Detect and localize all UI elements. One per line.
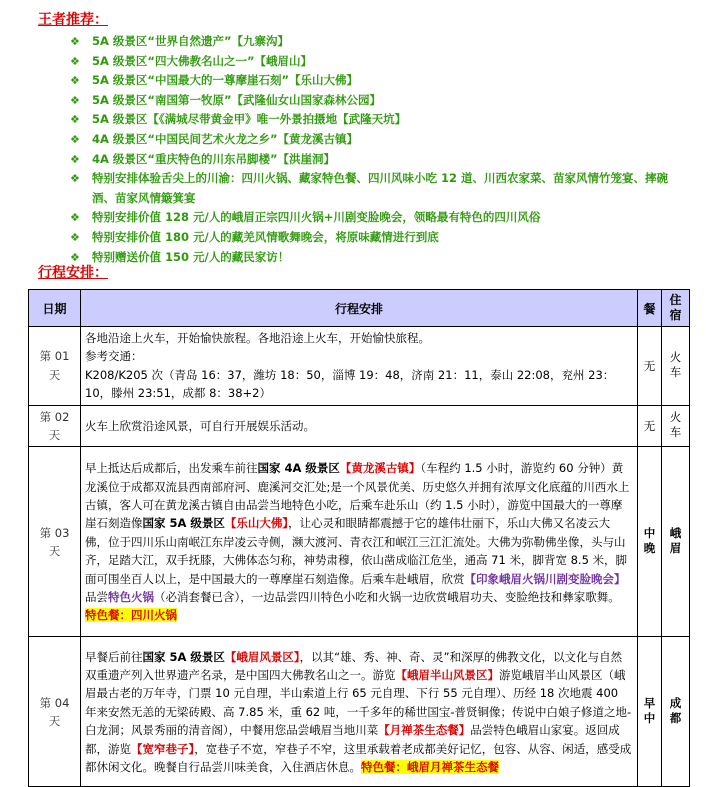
table-row-day-02 bbox=[29, 405, 690, 447]
header-meal: 餐 bbox=[638, 290, 662, 327]
highlight-item: ❖ 5A 级景区“四大佛教名山之一”【峨眉山】 bbox=[70, 52, 690, 72]
plan-cell: 早上抵达后成都后，出发乘车前往国家 4A 级景区【黄龙溪古镇】（车程约 1.5 小时，游览约 60 分钟）黄龙溪位于成都双流县西南部府河、鹿溪河交汇处;是一个风景优美、历史悠久并拥有浓厚文化底蕴的川西水上古镇，客人可在黄龙溪古镇自由品尝当地特色小吃，后乘车赴乐山（约 1.5 小时），游览中国最大的一尊摩崖石刻造像国家 5A 级景区【乐山大佛】，让心灵和眼睛都震撼于它的雄伟壮丽下，乐山大佛又名凌云大佛，位于四川乐山南岷江东岸凌云寺侧，濒大渡河、青衣江和岷江三江汇流处。大佛为弥勒佛坐像，头与山齐，足踏大江，双手抚膝，大佛体态匀称，神势肃穆，依山凿成临江危坐，通高 71 米，脚背宽 8.5 米，脚面可围坐百人以上，是中国最大的一尊摩崖石刻造像。后乘车赴峨眉，欣赏【印象峨眉火锅川剧变脸晚会】品尝特色火锅（必消套餐已含），一边品尝四川特色小吃和火锅一边欣赏峨眉功夫、变脸绝技和彝家歌舞。 特色餐：四川火锅 bbox=[81, 447, 638, 637]
day-cell: 第 02 天 bbox=[29, 405, 81, 447]
day-cell: 第 04 天 bbox=[29, 637, 81, 787]
diamond-bullet-icon: ❖ bbox=[70, 93, 80, 107]
stay-cell: 火车 bbox=[662, 327, 690, 406]
highlight-item: ❖ 5A 级景区“南国第一牧原”【武隆仙女山国家森林公园】 bbox=[70, 91, 690, 111]
diamond-bullet-icon: ❖ bbox=[70, 211, 80, 225]
diamond-bullet-icon: ❖ bbox=[70, 230, 80, 244]
highlight-item: ❖ 4A 级景区“重庆特色的川东吊脚楼”【洪崖洞】 bbox=[70, 150, 690, 170]
special-meal-label: 特色餐：峨眉月禅茶生态餐 bbox=[361, 759, 499, 774]
highlight-item: ❖ 5A 级景区“世界自然遗产”【九寨沟】 bbox=[70, 32, 690, 52]
stay-cell: 峨眉 bbox=[662, 447, 690, 637]
table-row-day-03 bbox=[29, 447, 690, 637]
highlight-item: ❖ 4A 级景区“中国民间艺术火龙之乡”【黄龙溪古镇】 bbox=[70, 130, 690, 150]
meal-cell: 早中 bbox=[638, 637, 662, 787]
highlight-item: ❖ 特别安排价值 180 元/人的藏羌风情歌舞晚会，将原味藏情进行到底 bbox=[70, 228, 690, 248]
header-stay: 住宿 bbox=[662, 290, 690, 327]
diamond-bullet-icon: ❖ bbox=[70, 172, 80, 186]
highlight-item: ❖ 特别安排价值 128 元/人的峨眉正宗四川火锅+川剧变脸晚会，领略最有特色的四川风俗 bbox=[70, 208, 690, 228]
diamond-bullet-icon: ❖ bbox=[70, 250, 80, 264]
day-cell: 第 03 天 bbox=[29, 447, 81, 637]
special-meal-label: 特色餐：四川火锅 bbox=[85, 608, 177, 623]
meal-cell: 中晚 bbox=[638, 447, 662, 637]
header-plan: 行程安排 bbox=[81, 290, 638, 327]
itinerary-table bbox=[28, 289, 690, 787]
stay-cell: 火车 bbox=[662, 405, 690, 447]
table-row-day-04 bbox=[29, 637, 690, 787]
highlights-title: 王者推荐： bbox=[38, 12, 108, 28]
diamond-bullet-icon: ❖ bbox=[70, 113, 80, 127]
diamond-bullet-icon: ❖ bbox=[70, 152, 80, 166]
header-date: 日期 bbox=[29, 290, 81, 327]
highlight-item: ❖ 特别安排体验舌尖上的川渝：四川火锅、藏家特色餐、四川风味小吃 12 道、川西农家菜、苗家风情竹笼宴、摔碗酒、苗家风情簸箕宴 bbox=[70, 171, 669, 205]
itinerary-title: 行程安排： bbox=[38, 265, 108, 281]
diamond-bullet-icon: ❖ bbox=[70, 54, 80, 68]
table-row-day-01 bbox=[29, 327, 690, 406]
highlights-list bbox=[70, 32, 690, 267]
plan-cell: 火车上欣赏沿途风景，可自行开展娱乐活动。 bbox=[81, 405, 638, 447]
plan-cell: 早餐后前往国家 5A 级景区【峨眉风景区】，以其“雄、秀、神、奇、灵”和深厚的佛教文化，以文化与自然双重遗产列入世界遗产名录，是中国四大佛教名山之一。游览【峨眉半山风景区】游览峨眉半山风景区（峨眉最古老的万年寺，门票 10 元自理，半山索道上行 65 元自理、下行 55 元自理）、历经 18 次地震 400 年来安然无恙的无梁砖殿、高 7.85 米，重 62 吨，一千多年的稀世国宝-普贤铜像；传说中白娘子修道之地-白龙洞；风景秀丽的清音阁），中餐用您品尝峨眉当地川菜【月禅茶生态餐】品尝特色峨眉山家宴。返回成都，游览【宽窄巷子】，宽巷子不宽，窄巷子不窄，这里承载着老成都美好记忆，包容、从容、闲适，感受成都休闲文化。晚餐自行品尝川味美食，入住酒店休息。特色餐：峨眉月禅茶生态餐 bbox=[81, 637, 638, 787]
diamond-bullet-icon: ❖ bbox=[70, 74, 80, 88]
meal-cell: 无 bbox=[638, 405, 662, 447]
table-header-row bbox=[29, 290, 690, 327]
stay-cell: 成都 bbox=[662, 637, 690, 787]
plan-cell: 各地沿途上火车，开始愉快旅程。各地沿途上火车，开始愉快旅程。 参考交通： K208/K205 次（青岛 16：37，潍坊 18：50，淄博 19：48，济南 21：11，泰山 22:08，兖州 23：10，滕州 23:51，成都 8：38+2） bbox=[81, 327, 638, 406]
highlight-item: ❖ 5A 级景区【《满城尽带黄金甲》唯一外景拍摄地【武隆天坑】 bbox=[70, 110, 690, 130]
meal-cell: 无 bbox=[638, 327, 662, 406]
diamond-bullet-icon: ❖ bbox=[70, 132, 80, 146]
highlight-item: ❖ 特别赠送价值 150 元/人的藏民家访！ bbox=[70, 248, 690, 268]
highlight-item: ❖ 5A 级景区“中国最大的一尊摩崖石刻”【乐山大佛】 bbox=[70, 71, 690, 91]
diamond-bullet-icon: ❖ bbox=[70, 35, 80, 48]
day-cell: 第 01 天 bbox=[29, 327, 81, 406]
